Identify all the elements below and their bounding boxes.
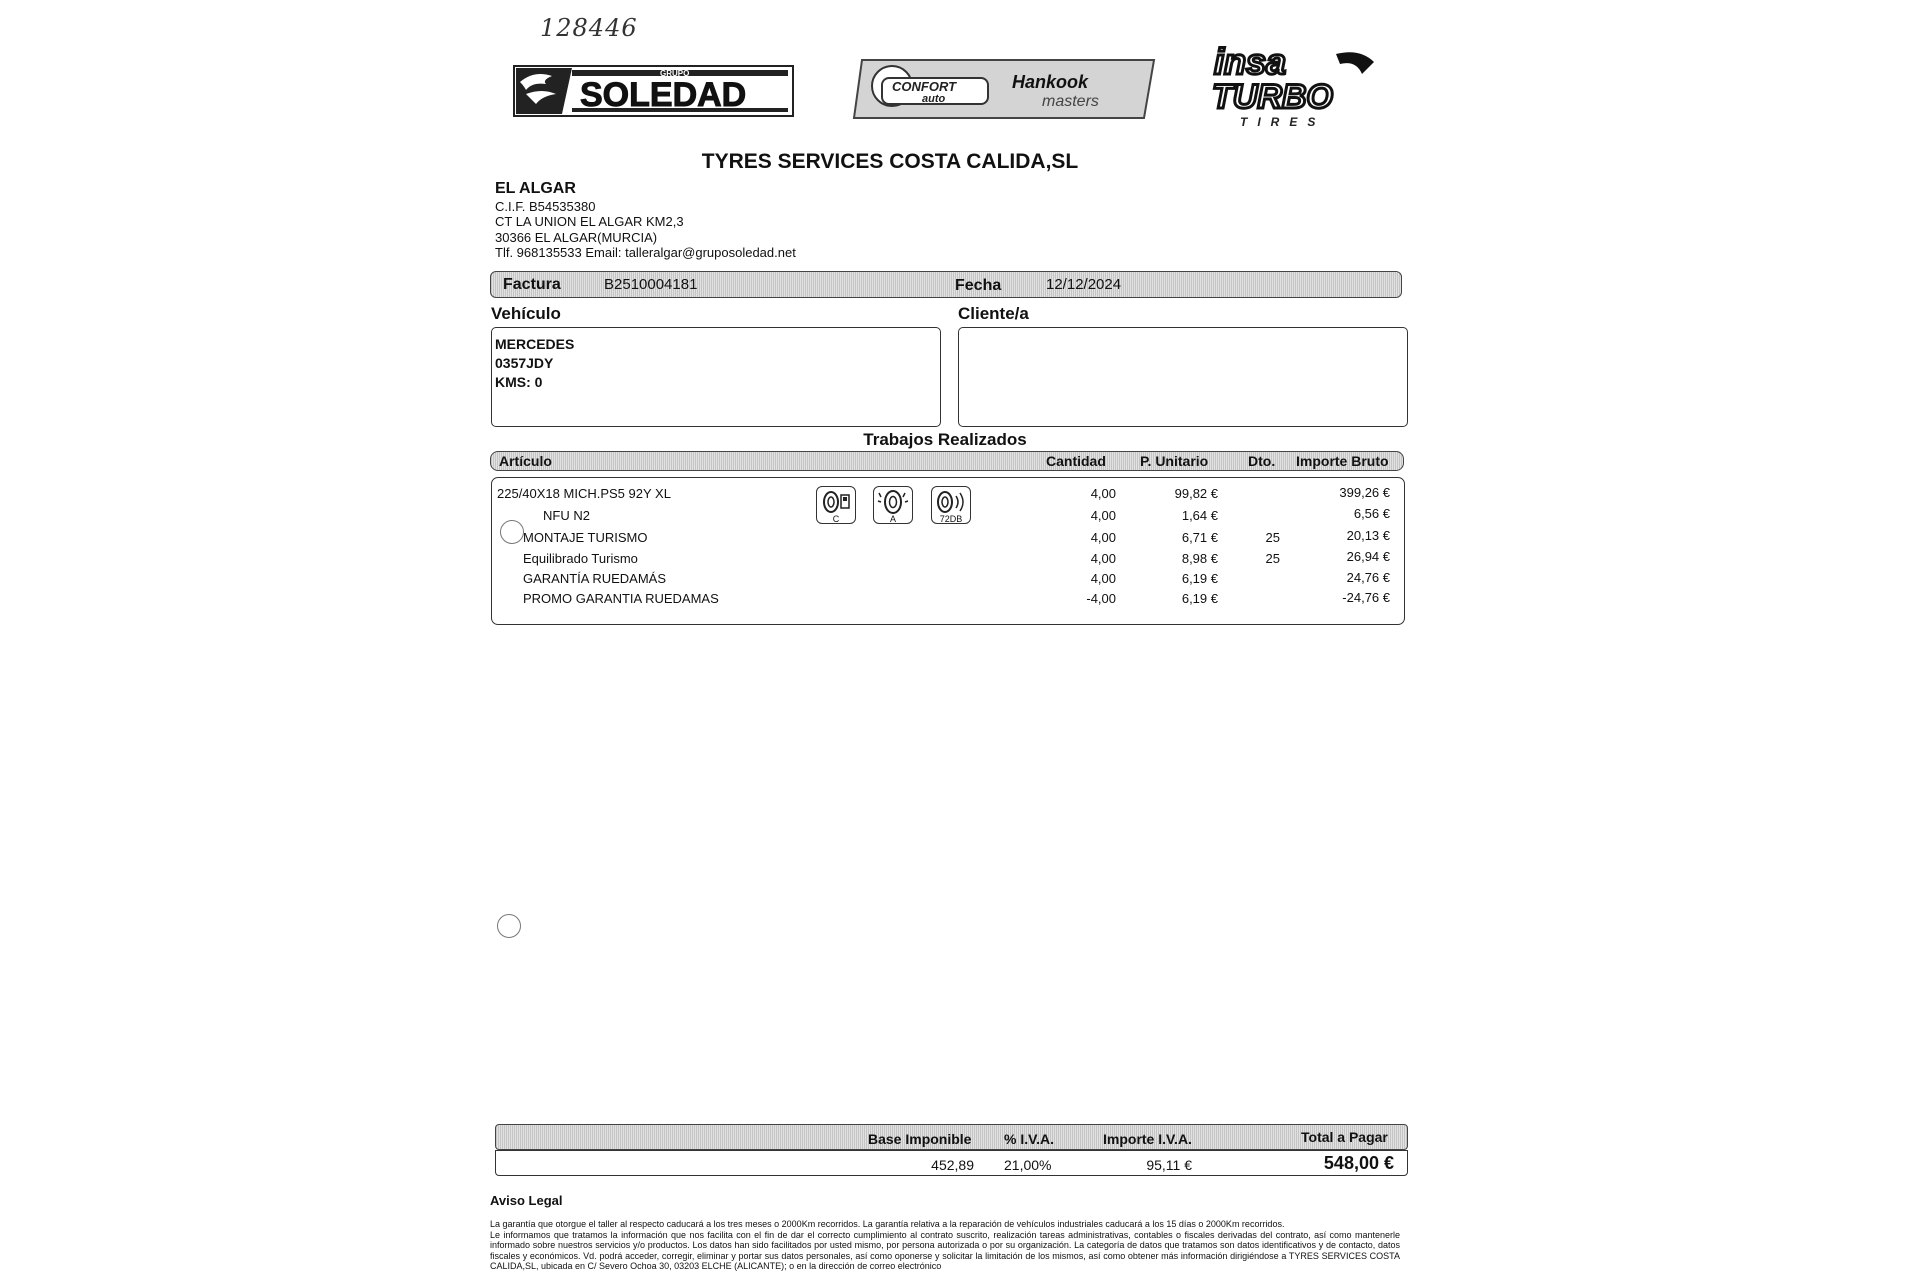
importe-iva-value: 95,11 €: [1146, 1157, 1192, 1173]
row-4-dto: 25: [1265, 551, 1280, 566]
row-4-cantidad: 4,00: [1090, 551, 1116, 566]
legal-text: [490, 1219, 1400, 1272]
col-cantidad: Cantidad: [1046, 453, 1106, 469]
punch-hole-mark: [497, 914, 521, 938]
row-1-importe: 399,26 €: [1339, 485, 1390, 500]
row-1-unitario: 99,82 €: [1174, 486, 1218, 501]
row-1-cantidad: 4,00: [1090, 486, 1116, 501]
vehicle-kms: KMS: 0: [495, 374, 543, 390]
importe-iva-label: Importe I.V.A.: [1103, 1131, 1192, 1147]
soledad-logo-top: GRUPO: [660, 69, 690, 78]
confort-hankook-logo: [852, 58, 1156, 120]
hankook-sub: masters: [1042, 93, 1099, 110]
row-4-unitario: 8,98 €: [1181, 551, 1218, 566]
vehicle-make: MERCEDES: [495, 336, 575, 352]
invoice-number: B2510004181: [604, 276, 698, 293]
confort-brand: CONFORT: [892, 79, 957, 94]
total-value: 548,00 €: [1323, 1153, 1394, 1173]
row-6-cantidad: -4,00: [1086, 591, 1116, 606]
legal-title: Aviso Legal: [490, 1193, 563, 1208]
noise-level-value: 72DB: [939, 514, 963, 524]
soledad-logo: [512, 60, 795, 120]
iva-label: % I.V.A.: [1004, 1131, 1055, 1147]
base-value: 452,89: [931, 1157, 974, 1173]
row-3-articulo: MONTAJE TURISMO: [523, 530, 648, 545]
row-5-unitario: 6,19 €: [1181, 571, 1218, 586]
row-6-unitario: 6,19 €: [1181, 591, 1218, 606]
row-4-articulo: Equilibrado Turismo: [523, 551, 638, 566]
handwritten-number: 128446: [540, 14, 638, 42]
wet-grip-class: A: [889, 514, 896, 524]
confort-sub: auto: [922, 93, 946, 105]
works-title: Trabajos Realizados: [863, 430, 1027, 449]
col-dto: Dto.: [1248, 453, 1276, 469]
branch-city: 30366 EL ALGAR(MURCIA): [495, 230, 658, 245]
branch-cif: C.I.F. B54535380: [495, 199, 596, 214]
company-name: TYRES SERVICES COSTA CALIDA,SL: [701, 150, 1079, 173]
client-title: Cliente/a: [958, 304, 1029, 323]
legal-privacy: Le informamos que tratamos la información que nos facilita con el fin de dar el correcto cumplimiento al contrato suscrito, realización tareas administrativas, contables o fiscales derivadas del contrato, así como mantenerle informado sobre nuestros servicios y/o productos. Los datos han sido facilitados por usted mismo, por persona autorizada o por su organización. La categoría de datos que tratamos son datos identificativos y de contacto, datos fiscales y económicos. Vd. podrá acceder, corregir, eliminar y portar sus datos personales, así como oponerse y solicitar la limitación de los mismos, así como obtener más información dirigiéndose a TYRES SERVICES COSTA CALIDA,SL, ubicada en C/ Severo Ochoa 30, 03203 ELCHE (ALICANTE); o en la dirección de correo electrónico: [490, 1229, 1400, 1271]
row-5-importe: 24,76 €: [1346, 570, 1390, 585]
soledad-logo-name: SOLEDAD: [580, 76, 747, 114]
col-unitario: P. Unitario: [1140, 453, 1209, 469]
branch-address: CT LA UNION EL ALGAR KM2,3: [495, 214, 684, 229]
row-2-importe: 6,56 €: [1353, 506, 1390, 521]
row-2-articulo: NFU N2: [543, 508, 590, 523]
insa-turbo-logo: [1210, 44, 1380, 130]
col-importe: Importe Bruto: [1296, 453, 1389, 469]
insa-line3: TIRES: [1240, 115, 1326, 129]
row-2-unitario: 1,64 €: [1181, 508, 1218, 523]
row-6-articulo: PROMO GARANTIA RUEDAMAS: [523, 591, 719, 606]
base-label: Base Imponible: [868, 1131, 972, 1147]
vehicle-title: Vehículo: [491, 304, 561, 323]
iva-value: 21,00%: [1004, 1157, 1052, 1173]
row-3-cantidad: 4,00: [1090, 530, 1116, 545]
row-6-importe: -24,76 €: [1342, 590, 1390, 605]
total-label: Total a Pagar: [1301, 1129, 1388, 1145]
invoice-label: Factura: [503, 276, 561, 293]
date-label: Fecha: [955, 277, 1002, 294]
hankook-name: Hankook: [1012, 72, 1089, 92]
row-1-articulo: 225/40X18 MICH.PS5 92Y XL: [497, 486, 671, 501]
row-5-articulo: GARANTÍA RUEDAMÁS: [523, 571, 667, 586]
client-box: [958, 327, 1408, 427]
row-4-importe: 26,94 €: [1346, 549, 1390, 564]
row-5-cantidad: 4,00: [1090, 571, 1116, 586]
vehicle-plate: 0357JDY: [495, 355, 554, 371]
row-3-importe: 20,13 €: [1346, 528, 1390, 543]
insa-line2: TURBO: [1212, 78, 1333, 116]
row-2-cantidad: 4,00: [1090, 508, 1116, 523]
branch-name: EL ALGAR: [495, 180, 576, 197]
punch-hole-mark: [500, 520, 524, 544]
row-3-unitario: 6,71 €: [1181, 530, 1218, 545]
fuel-efficiency-class: C: [832, 514, 840, 524]
row-3-dto: 25: [1265, 530, 1280, 545]
branch-contact: Tlf. 968135533 Email: talleralgar@gruposoledad.net: [495, 245, 796, 260]
invoice-date: 12/12/2024: [1046, 276, 1122, 293]
legal-warranty: La garantía que otorgue el taller al respecto caducará a los tres meses o 2000Km recorridos. La garantía relativa a la reparación de vehículos industriales caducará a los 15 días o 2000Km recorridos.: [490, 1219, 1285, 1229]
col-articulo: Artículo: [499, 453, 552, 469]
insa-line1: insa: [1214, 44, 1287, 82]
